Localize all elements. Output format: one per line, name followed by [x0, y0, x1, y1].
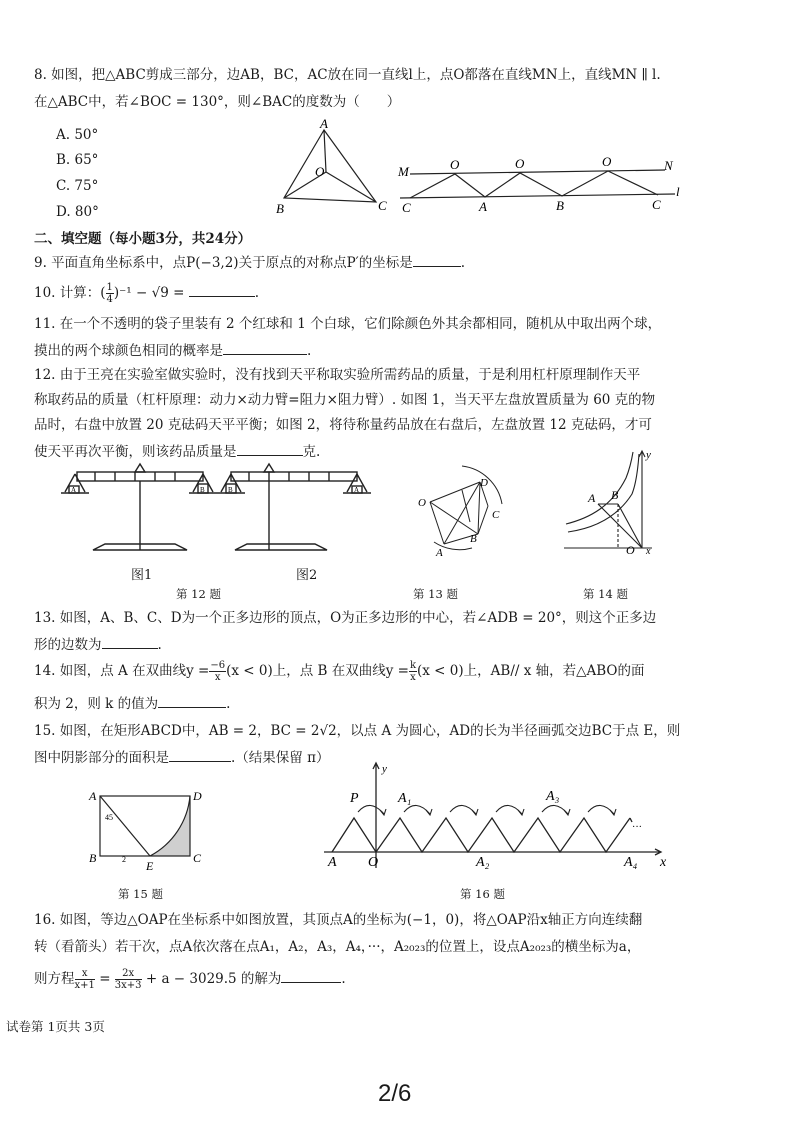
q8-line2: 在△ABC中，若∠BOC = 130°，则∠BAC的度数为（ ） [34, 94, 401, 110]
q15-label-angle: 45 [105, 813, 113, 822]
q16-line3: 则方程 $\frac{x}{x+1}$ = $\frac{2x}{3x+3}$ + a − 3029.5 的解为 . [34, 968, 346, 991]
q8-option-c: C. 75° [56, 178, 99, 194]
q10-blank [189, 282, 255, 297]
q15-label-a: A [89, 789, 97, 803]
q16-label-a: A [328, 855, 337, 870]
q14-f2-den: x [410, 672, 416, 683]
q8-label-b2: B [556, 198, 564, 213]
q13-figure [410, 460, 510, 560]
page-number: 2/6 [378, 1080, 412, 1107]
q15-text: 图中阴影部分的面积是 [34, 750, 169, 766]
q16-f2-num: 2x [115, 968, 142, 980]
q13-label-d: D [480, 477, 488, 489]
q14-f1-num: −6 [210, 660, 226, 671]
q8-label-b: B [276, 201, 284, 216]
q15-blank [169, 747, 231, 762]
q12-blank [237, 441, 303, 456]
q16-label-x: x [660, 855, 667, 870]
q15-label-c: C [193, 851, 202, 865]
q8-label-o: O [315, 164, 325, 179]
q16-label-a4: A₄ [624, 855, 638, 870]
q15-caption: 第 15 题 [118, 887, 163, 901]
q8-label-m: M [398, 164, 409, 179]
q16-f1-num: x [75, 968, 95, 980]
q15-figure [86, 784, 206, 874]
q14-text-b: (x < 0)上，点 B 在双曲线y = [226, 663, 409, 679]
q14-text-a: 14. 如图，点 A 在双曲线y = [34, 663, 210, 679]
q13-label-c: C [492, 509, 500, 521]
q8-label-l: l [676, 184, 680, 199]
q14-label-y: y [646, 449, 651, 461]
q12-text: 使天平再次平衡，则该药品质量是 [34, 444, 237, 460]
q14-text-c: (x < 0)上，AB// x 轴，若△ABO的面 [417, 663, 645, 679]
q13-label-b: B [470, 533, 477, 545]
q16-f1-den: x+1 [74, 980, 95, 991]
q14-label-b: B [611, 488, 619, 502]
q14-fraction-2 [409, 660, 417, 683]
q13-line1: 13. 如图，A、B、C、D为一个正多边形的顶点，O为正多边形的中心，若∠ADB = 20°，则这个正多边 [34, 610, 657, 626]
q15-line1: 15. 如图，在矩形ABCD中，AB = 2，BC = 2√2，以点 A 为圆心，AD的长为半径画弧交边BC于点 E，则 [34, 723, 681, 739]
q13-label-a: A [436, 547, 443, 559]
q13-caption: 第 13 题 [413, 587, 458, 601]
q8-option-d: D. 80° [56, 204, 99, 220]
q11-text: 摸出的两个球颜色相同的概率是 [34, 343, 223, 359]
q15-suffix: .（结果保留 π） [231, 750, 330, 766]
q11-line1: 11. 在一个不透明的袋子里装有 2 个红球和 1 个白球，它们除颜色外其余都相同，随机从中取出两个球， [34, 316, 662, 332]
q8-line1: 8. 如图，把△ABC剪成三部分，边AB，BC，AC放在同一直线l上，点O都落在直线MN上，直线MN ∥ l. [34, 67, 661, 83]
q16-label-a2: A₂ [476, 855, 490, 870]
q10-prefix: 10. 计算：( [34, 285, 106, 301]
q16-equals: = [99, 971, 111, 987]
q12-weight-right2: A [354, 486, 360, 494]
q16-figure [320, 760, 680, 875]
q10-suffix: )⁻¹ − √9 = [113, 285, 185, 301]
q16-text-a: 则方程 [34, 971, 75, 987]
q9-line: 9. 平面直角坐标系中，点P(−3,2)关于原点的对称点P′的坐标是 . [34, 252, 774, 274]
fig2-caption: 图2 [296, 568, 318, 583]
q16-label-p: P [350, 791, 359, 806]
q8-label-c: C [378, 198, 387, 213]
q14-label-a: A [588, 491, 596, 505]
q10-den: 4 [106, 294, 113, 305]
q16-label-o: O [368, 855, 379, 870]
q13-text: 形的边数为 [34, 637, 102, 653]
q16-fraction-1 [75, 968, 95, 991]
q12-caption: 第 12 题 [176, 587, 221, 601]
q8-figure [270, 118, 690, 223]
q16-caption: 第 16 题 [460, 887, 505, 901]
q11-line2: 摸出的两个球颜色相同的概率是 . [34, 340, 774, 362]
q12-weight-left2: B [228, 486, 233, 494]
q14-figure [560, 448, 670, 558]
q12-weight-right: B [200, 486, 205, 494]
q14-label-x: x [646, 546, 651, 557]
q13-label-o: O [418, 497, 426, 509]
q15-label-b: B [89, 851, 97, 865]
q16-f2-den: 3x+3 [114, 980, 142, 991]
q8-option-b: B. 65° [56, 152, 99, 168]
q8-label-c3: C [652, 197, 661, 212]
q15-label-d: D [193, 789, 202, 803]
q14-fraction-1 [209, 660, 226, 683]
q16-text-c: + a − 3029.5 的解为 [145, 971, 282, 987]
q16-label-a1: A₁ [398, 791, 412, 806]
q13-line2: 形的边数为 . [34, 634, 774, 656]
q14-blank [158, 693, 226, 708]
q10-num: 1 [106, 282, 113, 293]
q16-dots: ··· [632, 822, 642, 833]
q12-line1: 12. 由于王亮在实验室做实验时，没有找到天平称取实验所需药品的质量，于是利用杠杆原理制作天平 [34, 367, 641, 383]
q14-f2-num: k [409, 660, 417, 671]
q14-label-o: O [626, 543, 635, 557]
q8-label-a2: A [479, 199, 487, 214]
q10-fraction [106, 282, 114, 305]
q12-unit: 克. [302, 444, 321, 460]
q14-text: 积为 2，则 k 的值为 [34, 696, 159, 712]
q16-label-a3: A₃ [546, 789, 560, 804]
q12-weight-left: A [71, 486, 77, 494]
q12-balance-figures [55, 462, 375, 562]
q14-caption: 第 14 题 [583, 587, 628, 601]
q16-line2: 转（看箭头）若干次，点A依次落在点A₁，A₂，A₃，A₄，···，A₂₀₂₃的位置上，设点A₂₀₂₃的横坐标为a， [34, 939, 641, 955]
q14-f1-den: x [214, 672, 221, 683]
q16-fraction-2 [115, 968, 142, 991]
q15-label-e: E [146, 859, 154, 873]
q16-blank [281, 968, 341, 983]
q16-line1: 16. 如图，等边△OAP在坐标系中如图放置，其顶点A的坐标为(−1，0)，将△OAP沿x轴正方向连续翻 [34, 912, 643, 928]
fig1-caption: 图1 [131, 568, 153, 583]
q11-blank [223, 340, 307, 355]
q14-line1 [34, 660, 774, 683]
q9-blank [413, 252, 461, 267]
q14-line2: 积为 2，则 k 的值为 . [34, 693, 774, 715]
q8-label-n: N [664, 158, 673, 173]
q8-label-o3: O [602, 154, 612, 169]
q8-option-a: A. 50° [56, 127, 99, 143]
q15-label-two: 2 [122, 855, 126, 864]
q12-line3: 品时，右盘中放置 20 克砝码天平平衡；如图 2，将待称量药品放在右盘后，左盘放置 12 克砝码，才可 [34, 417, 652, 433]
page-footer: 试卷第 1页共 3页 [6, 1019, 105, 1034]
q8-label-o2: O [515, 156, 525, 171]
q12-line2: 称取药品的质量（杠杆原理：动力×动力臂=阻力×阻力臂）. 如图 1，当天平左盘放置质量为 60 克的物 [34, 392, 656, 408]
q8-label-c2: C [402, 200, 411, 215]
q10-line: 10. 计算：( $\frac{1}{4}$ )⁻¹ − √9 = . [34, 282, 259, 305]
q13-blank [102, 634, 158, 649]
section-2-heading: 二、填空题（每小题3分，共24分） [34, 231, 252, 247]
q9-text: 9. 平面直角坐标系中，点P(−3,2)关于原点的对称点P′的坐标是 [34, 255, 413, 271]
q16-label-y: y [382, 763, 387, 775]
q8-label-o1: O [450, 157, 460, 172]
q8-label-a: A [320, 118, 328, 131]
